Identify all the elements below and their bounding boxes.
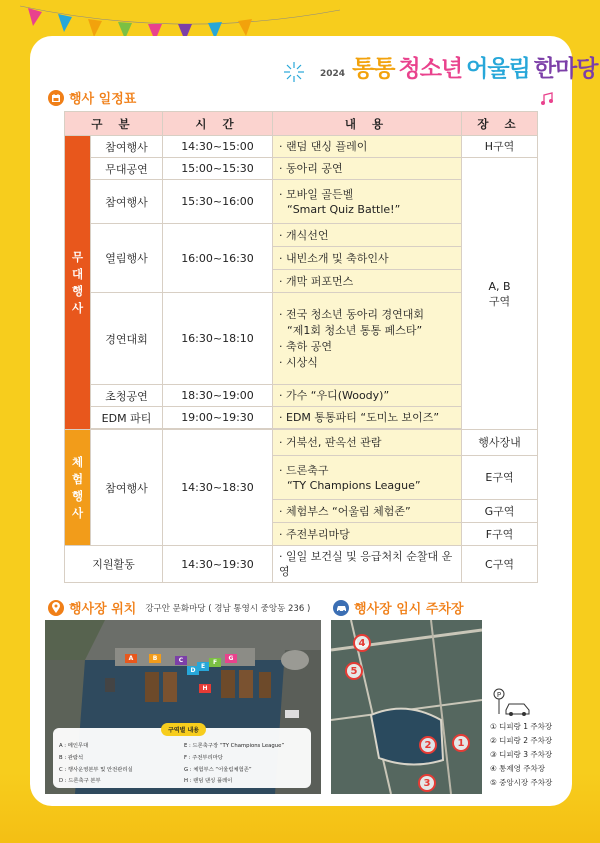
content-line: “TY Champions League” (287, 478, 421, 492)
content-line: · 일일 보건실 및 응급처치 순찰대 운영 (279, 550, 452, 578)
festival-year: 2024 (320, 69, 346, 79)
content-line: · 모바일 골든벨 (279, 188, 353, 201)
content-line: “Smart Quiz Battle!” (287, 202, 401, 216)
category-char: 험 (71, 471, 84, 486)
row-kind: 참여행사 (91, 430, 163, 546)
row-place: 행사장내 (462, 430, 538, 456)
category-char: 무 (71, 249, 84, 264)
map-pin-icon (48, 600, 64, 616)
content-line: · 드론축구 (279, 464, 329, 477)
row-place: C구역 (462, 546, 538, 583)
row-content (273, 500, 462, 523)
table-row (65, 546, 538, 583)
zone-a-marker: A (125, 654, 137, 663)
row-time: 14:30~19:30 (163, 546, 273, 583)
title-part-4: 한마당 (533, 56, 598, 82)
row-time: 19:00~19:30 (163, 407, 273, 429)
row-kind: 지원활동 (65, 546, 163, 583)
legend-item: A : 메인무대 (59, 743, 89, 749)
schedule-table (64, 111, 538, 583)
category-char: 행 (71, 488, 84, 503)
row-kind: 무대공연 (91, 158, 163, 180)
content-line: · 시상식 (279, 356, 318, 369)
row-time: 14:30~15:00 (163, 136, 273, 158)
row-content (273, 293, 462, 385)
row-content (273, 385, 462, 407)
row-place: H구역 (462, 136, 538, 158)
row-content (273, 224, 462, 247)
legend-title: 구역별 내용 (161, 723, 206, 736)
parking-pin-1: 1 (452, 734, 470, 752)
content-line: · 축하 공연 (279, 340, 332, 353)
row-content (273, 523, 462, 546)
content-line: · 전국 청소년 동아리 경연대회 (279, 308, 424, 321)
parking-pin-5: 5 (345, 662, 363, 680)
legend-item: D : 드론축구 본부 (59, 778, 101, 785)
stage-place-line: A, B (488, 279, 511, 293)
stage-place (462, 158, 538, 430)
row-content (273, 456, 462, 500)
content-line: · 거북선, 판옥선 관람 (279, 436, 382, 449)
location-section-header (48, 598, 310, 617)
content-line: · EDM 통통파티 “도미노 보이즈” (279, 411, 439, 424)
parking-list (490, 720, 552, 790)
parking-list-item: ② 디피랑 2 주차장 (490, 736, 553, 745)
venue-aerial-map (45, 620, 321, 794)
location-address: 강구안 문화마당 ( 경남 통영시 중앙동 236 ) (145, 603, 311, 614)
content-line: · 주전부리마당 (279, 528, 350, 541)
row-content (273, 270, 462, 293)
content-line: · 체험부스 “어울림 체험존” (279, 505, 411, 518)
svg-text:P: P (496, 691, 502, 699)
category-char: 행 (71, 283, 84, 298)
header-content: 내 용 (273, 112, 462, 136)
table-row (65, 430, 538, 456)
festival-title (320, 50, 597, 90)
category-stage (65, 136, 91, 430)
zone-legend (53, 728, 311, 788)
legend-item: F : 주전부리마당 (184, 754, 223, 761)
location-title: 행사장 위치 (69, 602, 137, 617)
zone-f-marker: F (209, 658, 221, 667)
parking-pin-3: 3 (418, 774, 436, 792)
table-header-row (65, 112, 538, 136)
firework-icon (282, 60, 306, 84)
row-time: 15:30~16:00 (163, 180, 273, 224)
row-content (273, 407, 462, 429)
parking-list-item: ⑤ 중앙시장 주차장 (490, 778, 553, 787)
content-line: “제1회 청소년 통통 페스타” (287, 323, 423, 337)
row-content (273, 158, 462, 180)
zone-h-marker: H (199, 684, 211, 693)
zone-d-marker: D (187, 666, 199, 675)
category-char: 사 (71, 505, 84, 520)
content-line: · 개식선언 (279, 229, 329, 242)
content-line: · 개막 퍼포먼스 (279, 275, 353, 288)
row-time: 15:00~15:30 (163, 158, 273, 180)
legend-item: C : 행사운영본부 및 안전관리실 (59, 766, 133, 773)
row-kind: 초청공연 (91, 385, 163, 407)
category-stage-label (65, 249, 90, 317)
zone-g-marker: G (225, 654, 237, 663)
zone-b-marker: B (149, 654, 161, 663)
content-line: · 동아리 공연 (279, 162, 343, 175)
legend-item: B : 관람석 (59, 754, 84, 761)
row-time: 16:00~16:30 (163, 224, 273, 293)
zone-e-marker: E (197, 662, 209, 671)
parking-section-header (333, 598, 464, 617)
parking-list-item: ③ 디피랑 3 주차장 (490, 750, 553, 759)
row-content (273, 247, 462, 270)
row-place: G구역 (462, 500, 538, 523)
car-icon (333, 600, 349, 616)
parking-pin-4: 4 (353, 634, 371, 652)
parking-pin-2: 2 (419, 736, 437, 754)
table-row (65, 158, 538, 180)
content-line: · 가수 “우디(Woody)” (279, 389, 389, 402)
title-part-2: 청소년 (398, 56, 463, 82)
legend-item: H : 랜덤 댄싱 플레이 (184, 778, 233, 785)
legend-item: G : 체험부스 “어울림체험존” (184, 766, 252, 773)
row-kind: 열림행사 (91, 224, 163, 293)
category-experience-label (65, 454, 90, 522)
category-char: 대 (71, 266, 84, 281)
row-content (273, 430, 462, 456)
row-kind: EDM 파티 (91, 407, 163, 429)
zone-c-marker: C (175, 656, 187, 665)
parking-list-item: ① 디피랑 1 주차장 (490, 722, 553, 731)
music-note-icon (540, 92, 554, 106)
row-place: F구역 (462, 523, 538, 546)
header-category: 구 분 (65, 112, 163, 136)
calendar-icon (48, 90, 64, 106)
row-kind: 경연대회 (91, 293, 163, 385)
row-content (273, 180, 462, 224)
header-place: 장 소 (462, 112, 538, 136)
row-time: 18:30~19:00 (163, 385, 273, 407)
title-part-1: 통통 (352, 56, 395, 82)
stage-place-line: 구역 (488, 294, 511, 308)
content-line: · 랜덤 댄싱 플레이 (279, 140, 367, 153)
parking-list-item: ④ 통제영 주차장 (490, 764, 545, 773)
row-content (273, 546, 462, 583)
parking-title: 행사장 임시 주차장 (354, 602, 464, 617)
title-part-3: 어울림 (466, 56, 530, 82)
parking-aerial-map (331, 620, 482, 794)
row-time: 16:30~18:10 (163, 293, 273, 385)
schedule-title: 행사 일정표 (69, 92, 137, 107)
schedule-section-header (48, 88, 136, 107)
category-experience (65, 430, 91, 546)
parking-car-icon (492, 688, 532, 718)
row-time: 14:30~18:30 (163, 430, 273, 546)
content-line: · 내빈소개 및 축하인사 (279, 252, 389, 265)
category-char: 사 (71, 300, 84, 315)
row-kind: 참여행사 (91, 136, 163, 158)
row-content (273, 136, 462, 158)
row-kind: 참여행사 (91, 180, 163, 224)
category-char: 체 (71, 454, 84, 469)
row-place: E구역 (462, 456, 538, 500)
header-time: 시 간 (163, 112, 273, 136)
legend-item: E : 드론축구장 “TY Champions League” (184, 743, 285, 749)
table-row (65, 136, 538, 158)
